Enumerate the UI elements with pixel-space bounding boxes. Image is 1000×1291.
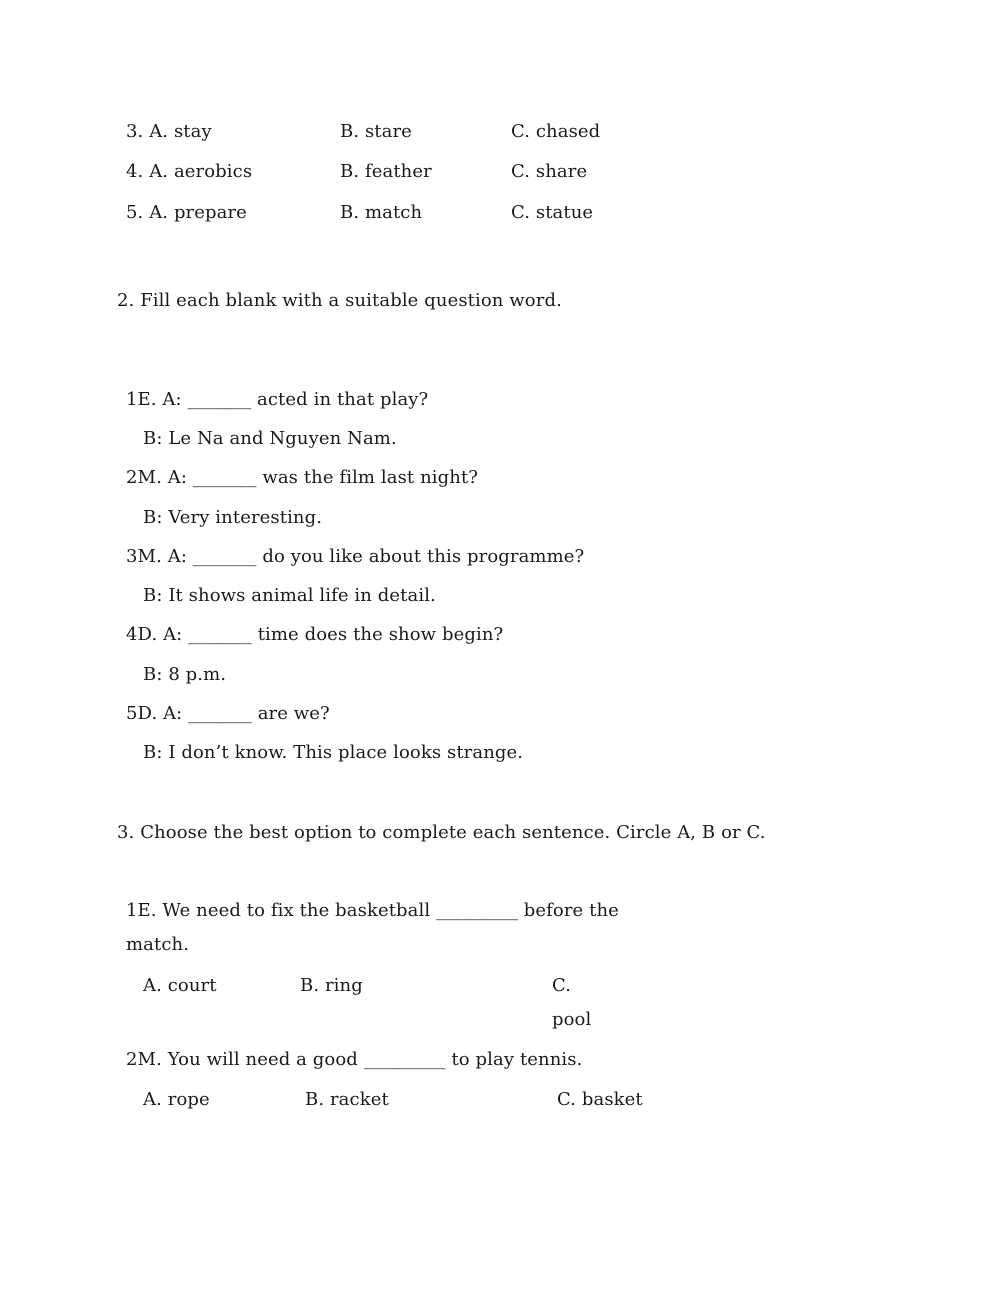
s3-q1-option-c-label: C. [552,975,572,996]
s2-q3-answer: B: It shows animal life in detail. [143,585,436,606]
s3-q2-line1: 2M. You will need a good _________ to play tennis. [126,1049,583,1070]
s2-q5-answer: B: I don’t know. This place looks strange. [143,742,524,763]
s2-q1-answer: B: Le Na and Nguyen Nam. [143,428,397,449]
section2-heading: 2. Fill each blank with a suitable question word. [117,290,562,311]
s1-row3-option-c: C. chased [511,121,601,142]
s1-row4-option-b: B. feather [340,161,432,182]
s2-q5-question: 5D. A: _______ are we? [126,703,330,724]
s1-row4-option-a: 4. A. aerobics [126,161,253,182]
s3-q1-line2: match. [126,934,190,955]
s3-q1-line1: 1E. We need to fix the basketball _________ before the [126,900,619,921]
s2-q2-answer: B: Very interesting. [143,507,323,528]
s1-row4-option-c: C. share [511,161,588,182]
s3-q1-option-a: A. court [143,975,217,996]
section3-heading: 3. Choose the best option to complete each sentence. Circle A, B or C. [117,822,766,843]
s2-q1-question: 1E. A: _______ acted in that play? [126,389,429,410]
s2-q2-question: 2M. A: _______ was the film last night? [126,467,479,488]
s2-q4-question: 4D. A: _______ time does the show begin? [126,624,504,645]
s1-row3-option-b: B. stare [340,121,412,142]
s2-q3-question: 3M. A: _______ do you like about this programme? [126,546,585,567]
s3-q1-option-b: B. ring [300,975,363,996]
s2-q4-answer: B: 8 p.m. [143,664,227,685]
s1-row5-option-a: 5. A. prepare [126,202,247,223]
s3-q2-option-a: A. rope [143,1089,210,1110]
s3-q2-option-b: B. racket [305,1089,389,1110]
s1-row5-option-c: C. statue [511,202,594,223]
s3-q2-option-c: C. basket [557,1089,643,1110]
s1-row5-option-b: B. match [340,202,423,223]
s3-q1-option-c-text: pool [552,1009,592,1030]
s1-row3-option-a: 3. A. stay [126,121,212,142]
